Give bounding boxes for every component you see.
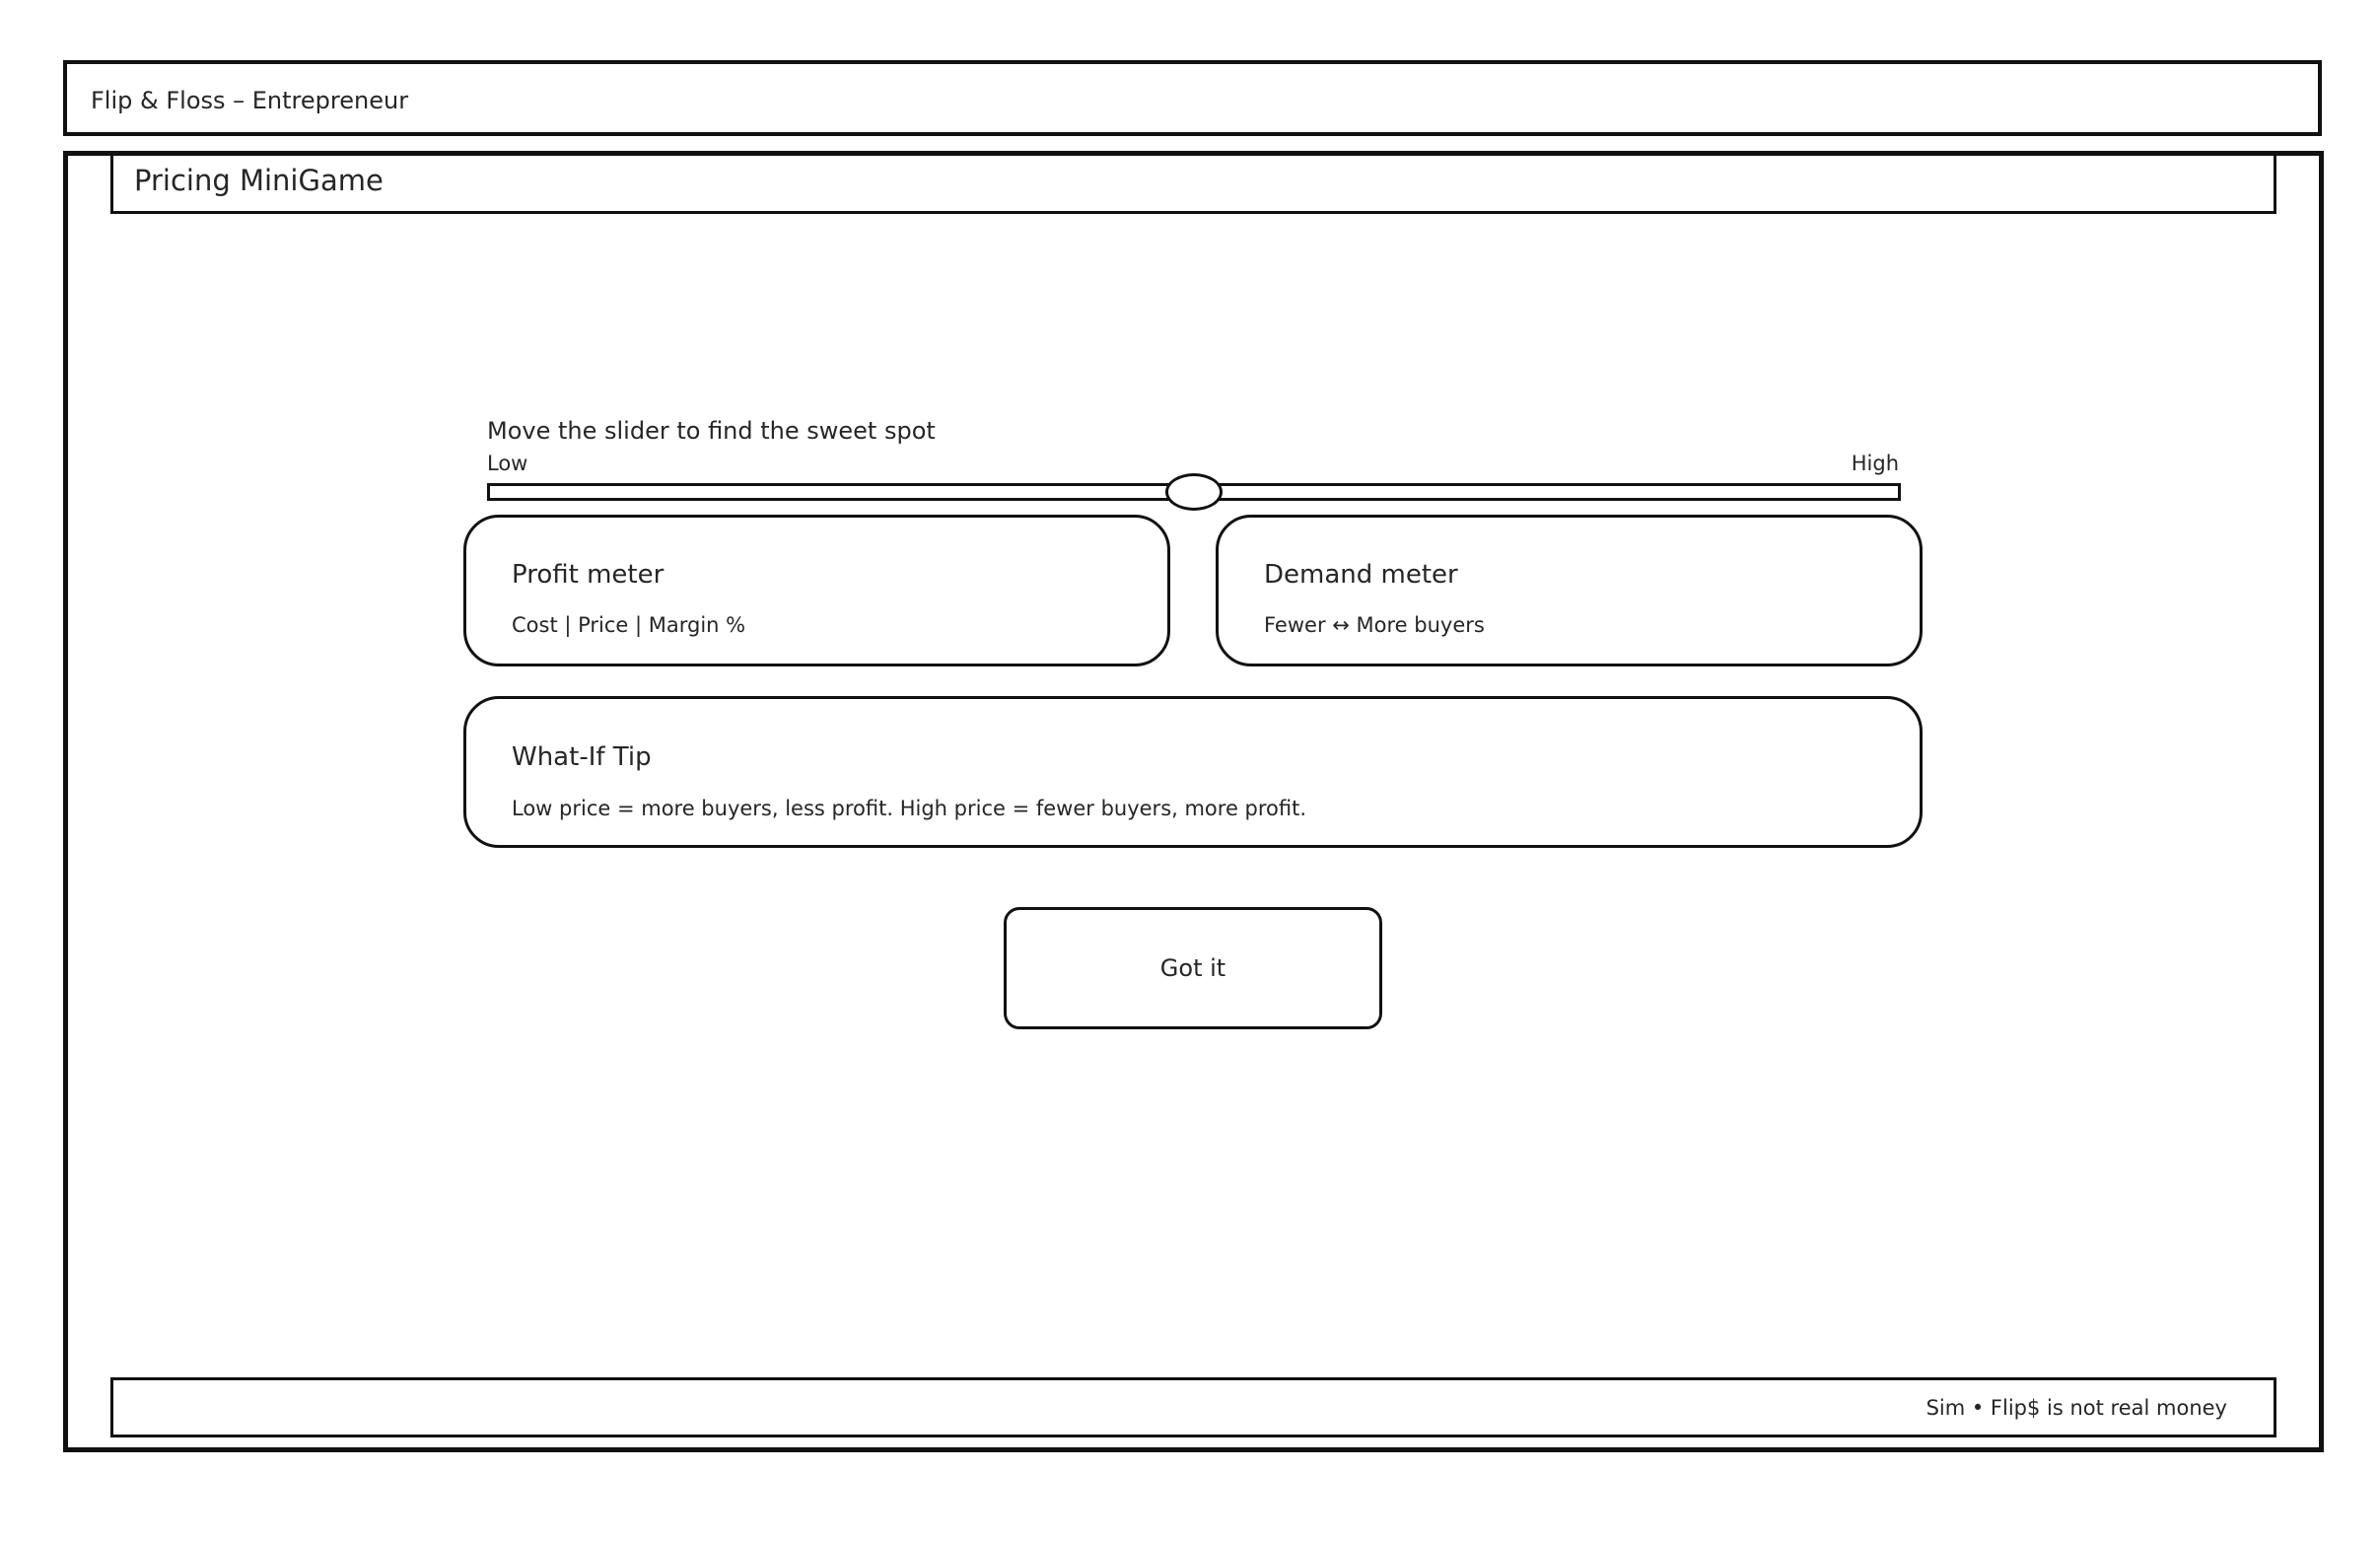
app-header [63, 60, 2322, 136]
demand-meter-card [1216, 515, 1923, 666]
price-slider-thumb[interactable] [1165, 473, 1223, 511]
footer-disclaimer: Sim • Flip$ is not real money [1925, 1396, 2227, 1420]
slider-min-label: Low [487, 452, 528, 475]
what-if-tip-title: What-If Tip [512, 742, 652, 772]
demand-meter-title: Demand meter [1264, 560, 1458, 590]
what-if-tip-text: Low price = more buyers, less profit. High price = fewer buyers, more profit. [512, 797, 1307, 820]
app-title: Flip & Floss – Entrepreneur [91, 87, 409, 114]
slider-instruction: Move the slider to find the sweet spot [487, 417, 936, 445]
got-it-button[interactable]: Got it [1004, 907, 1382, 1029]
demand-meter-details: Fewer ↔ More buyers [1264, 613, 1485, 637]
profit-meter-details: Cost | Price | Margin % [512, 613, 746, 637]
screen-title-bar [110, 151, 2276, 214]
what-if-tip-card [463, 696, 1923, 848]
profit-meter-title: Profit meter [512, 560, 665, 590]
screen-title: Pricing MiniGame [134, 164, 384, 197]
slider-max-label: High [1851, 452, 1899, 475]
footer-bar [110, 1377, 2276, 1437]
profit-meter-card [463, 515, 1170, 666]
